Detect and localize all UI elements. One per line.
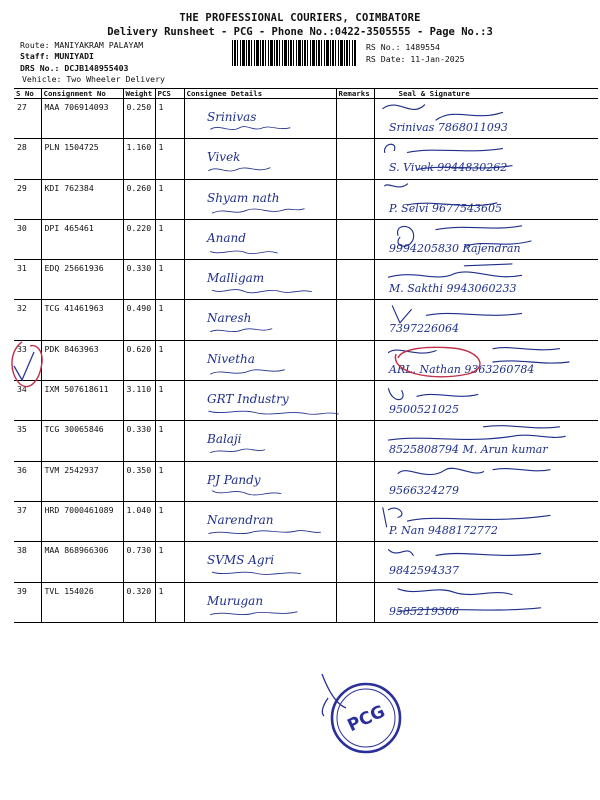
row-consignee (184, 340, 336, 380)
row-seal (374, 381, 598, 421)
row-consignee (184, 179, 336, 219)
consignee-stroke (208, 168, 269, 171)
signature-stroke (384, 145, 511, 170)
signature-handwriting (375, 220, 599, 259)
col-remarks: Remarks (336, 89, 374, 99)
row-weight: 3.110 (123, 381, 155, 421)
row-consignment: HRD 7000461089 (41, 501, 123, 541)
row-pcs: 1 (155, 542, 184, 582)
consignee-name: Malligam (206, 271, 264, 286)
row-pcs: 1 (155, 582, 184, 622)
signature-stroke (382, 508, 549, 527)
consignee-stroke (210, 449, 264, 453)
consignee-stroke (210, 251, 277, 254)
signature-handwriting (375, 99, 599, 138)
table-row (14, 582, 598, 622)
row-remarks (336, 381, 374, 421)
row-pcs: 1 (155, 381, 184, 421)
table-row (14, 340, 598, 380)
row-consignment: DPI 465461 (41, 219, 123, 259)
consignee-handwriting (185, 462, 336, 501)
row-remarks (336, 461, 374, 501)
consignee-handwriting (185, 583, 336, 622)
row-weight: 0.330 (123, 421, 155, 461)
row-sno: 36 (14, 461, 41, 501)
barcode (232, 40, 356, 66)
consignee-name: GRT Industry (206, 392, 289, 407)
row-remarks (336, 219, 374, 259)
table-row (14, 421, 598, 461)
signature-handwriting (375, 381, 599, 420)
row-weight: 0.250 (123, 99, 155, 139)
consignee-handwriting (185, 502, 336, 541)
row-consignee (184, 139, 336, 179)
row-sno: 30 (14, 219, 41, 259)
consignee-handwriting (185, 220, 336, 259)
row-consignee (184, 501, 336, 541)
row-sno: 29 (14, 179, 41, 219)
consignee-name: Balaji (206, 432, 242, 447)
signature-handwriting (375, 139, 599, 178)
consignee-stroke (212, 490, 280, 494)
table-row (14, 219, 598, 259)
table-row (14, 179, 598, 219)
row-sno: 34 (14, 381, 41, 421)
consignee-name: Naresh (206, 311, 251, 326)
consignee-handwriting (185, 260, 336, 299)
table-row (14, 542, 598, 582)
signature-handwriting (375, 421, 599, 460)
row-pcs: 1 (155, 340, 184, 380)
consignee-name: Nivetha (206, 351, 255, 366)
signature-text: P. Nan 9488172772 (388, 523, 498, 537)
row-remarks (336, 340, 374, 380)
consignee-name: Shyam nath (206, 190, 280, 205)
row-remarks (336, 421, 374, 461)
row-remarks (336, 260, 374, 300)
row-pcs: 1 (155, 300, 184, 340)
table-header-row (14, 89, 598, 99)
row-consignee (184, 381, 336, 421)
consignee-handwriting (185, 421, 336, 460)
row-consignee (184, 582, 336, 622)
row-consignee (184, 219, 336, 259)
row-seal (374, 582, 598, 622)
consignee-stroke (208, 530, 320, 533)
row-consignment: MAA 868966306 (41, 542, 123, 582)
table-row (14, 139, 598, 179)
col-pcs: PCS (155, 89, 184, 99)
row-seal (374, 340, 598, 380)
consignee-stroke (212, 290, 311, 293)
company-stamp (318, 668, 414, 764)
signature-stroke (392, 306, 521, 323)
signature-text: 7397226064 (388, 322, 459, 336)
signature-handwriting (375, 180, 599, 219)
row-weight: 0.330 (123, 260, 155, 300)
signature-handwriting (375, 462, 599, 501)
consignee-stroke (210, 370, 284, 374)
rs-number: RS No.: 1489554 (366, 42, 440, 52)
consignee-name: Vivek (206, 150, 240, 165)
row-remarks (336, 179, 374, 219)
consignee-handwriting (185, 300, 336, 339)
row-weight: 0.260 (123, 179, 155, 219)
signature-stroke (398, 468, 550, 474)
row-pcs: 1 (155, 421, 184, 461)
col-weight: Weight (123, 89, 155, 99)
signature-text: S. Vivek 9944830262 (388, 161, 507, 175)
consignee-handwriting (185, 381, 336, 420)
row-consignee (184, 99, 336, 139)
row-consignment: MAA 706914093 (41, 99, 123, 139)
col-sno: S No (14, 89, 41, 99)
row-consignee (184, 421, 336, 461)
row-remarks (336, 582, 374, 622)
table-row (14, 461, 598, 501)
signature-stroke (382, 105, 502, 120)
signature-handwriting (375, 502, 599, 541)
rs-date: RS Date: 11-Jan-2025 (366, 54, 465, 64)
consignee-handwriting (185, 542, 336, 581)
row-seal (374, 542, 598, 582)
row-sno: 27 (14, 99, 41, 139)
row-seal (374, 501, 598, 541)
consignee-stroke (208, 411, 338, 414)
row-consignee (184, 260, 336, 300)
row-pcs: 1 (155, 219, 184, 259)
signature-handwriting (375, 300, 599, 339)
consignee-name: Srinivas (206, 110, 256, 124)
consignee-stroke (212, 572, 300, 574)
staff-label: Staff: MUNIYADI (20, 51, 94, 61)
row-remarks (336, 139, 374, 179)
row-pcs: 1 (155, 139, 184, 179)
route-label: Route: MANIYAKRAM PALAYAM (20, 40, 144, 50)
signature-text: 9566324279 (388, 483, 459, 497)
consignee-name: Murugan (206, 593, 263, 608)
signature-text: P. Selvi 9677543605 (388, 201, 502, 215)
consignee-stroke (210, 329, 271, 332)
row-consignment: TVL 154026 (41, 582, 123, 622)
row-weight: 0.220 (123, 219, 155, 259)
row-pcs: 1 (155, 99, 184, 139)
company-title: THE PROFESSIONAL COURIERS, COIMBATORE (179, 12, 421, 24)
signature-stroke (398, 588, 541, 611)
row-seal (374, 139, 598, 179)
row-weight: 0.320 (123, 582, 155, 622)
table-row (14, 300, 598, 340)
row-consignment: EDQ 25661936 (41, 260, 123, 300)
row-consignee (184, 542, 336, 582)
table-row (14, 501, 598, 541)
signature-stroke (388, 264, 521, 277)
row-pcs: 1 (155, 179, 184, 219)
signature-stroke (388, 389, 477, 400)
col-consignment: Consignment No (41, 89, 123, 99)
row-seal (374, 300, 598, 340)
row-consignment: PDK 8463963 (41, 340, 123, 380)
consignee-handwriting (185, 341, 336, 380)
signature-stroke (384, 183, 496, 205)
row-weight: 0.730 (123, 542, 155, 582)
row-seal (374, 219, 598, 259)
consignee-name: Narendran (206, 512, 274, 527)
signature-text: 9585219306 (388, 604, 459, 618)
row-sno: 35 (14, 421, 41, 461)
signature-text: 9842594337 (388, 564, 459, 578)
table-row (14, 99, 598, 139)
row-seal (374, 179, 598, 219)
runsheet-subtitle: Delivery Runsheet - PCG - Phone No.:0422-3505555 - Page No.:3 (107, 26, 493, 38)
signature-handwriting (375, 260, 599, 299)
signature-text: 8525808794 M. Arun kumar (388, 443, 548, 457)
vehicle-label: Vehicle: Two Wheeler Delivery (22, 74, 165, 84)
signature-handwriting (375, 341, 599, 380)
signature-text: Srinivas 7868011093 (388, 121, 508, 134)
consignee-handwriting (185, 99, 336, 138)
row-pcs: 1 (155, 501, 184, 541)
signature-stroke (388, 347, 569, 362)
row-weight: 1.040 (123, 501, 155, 541)
row-seal (374, 461, 598, 501)
row-consignee (184, 461, 336, 501)
consignee-stroke (210, 127, 289, 130)
row-weight: 0.490 (123, 300, 155, 340)
row-weight: 1.160 (123, 139, 155, 179)
row-remarks (336, 99, 374, 139)
row-sno: 28 (14, 139, 41, 179)
consignee-name: Anand (206, 230, 246, 245)
row-remarks (336, 300, 374, 340)
signature-text: 9500521025 (388, 403, 459, 417)
table-row (14, 381, 598, 421)
signature-handwriting (375, 583, 599, 622)
consignee-name: SVMS Agri (206, 553, 274, 568)
consignee-handwriting (185, 180, 336, 219)
row-seal (374, 260, 598, 300)
row-sno: 37 (14, 501, 41, 541)
row-consignment: TCG 30065846 (41, 421, 123, 461)
row-seal (374, 421, 598, 461)
row-sno: 31 (14, 260, 41, 300)
row-sno: 38 (14, 542, 41, 582)
table-row (14, 260, 598, 300)
row-remarks (336, 542, 374, 582)
signature-stroke (388, 550, 540, 556)
drs-label: DRS No.: DCJB148955403 (20, 63, 129, 73)
row-remarks (336, 501, 374, 541)
row-sno: 33 (14, 340, 41, 380)
consignee-stroke (212, 208, 304, 212)
row-consignment: PLN 1504725 (41, 139, 123, 179)
signature-text: M. Sakthi 9943060233 (388, 282, 517, 296)
consignee-stroke (210, 611, 296, 614)
col-consignee: Consignee Details (184, 89, 336, 99)
row-seal (374, 99, 598, 139)
row-weight: 0.620 (123, 340, 155, 380)
signature-text: 9994205830 Rajendran (388, 241, 521, 255)
row-sno: 32 (14, 300, 41, 340)
consignee-name: PJ Pandy (206, 472, 261, 487)
stamp-text: PCG (344, 701, 389, 737)
signature-stroke (397, 226, 530, 247)
row-consignment: TCG 41461963 (41, 300, 123, 340)
row-sno: 39 (14, 582, 41, 622)
signature-text: ARL. Nathan 9363260784 (388, 362, 534, 376)
row-consignment: IXM 507618611 (41, 381, 123, 421)
col-seal: Seal & Signature (374, 89, 598, 99)
consignee-handwriting (185, 139, 336, 178)
runsheet-table (14, 88, 598, 623)
row-pcs: 1 (155, 260, 184, 300)
row-consignment: KDI 762384 (41, 179, 123, 219)
row-pcs: 1 (155, 461, 184, 501)
signature-handwriting (375, 542, 599, 581)
row-weight: 0.350 (123, 461, 155, 501)
row-consignment: TVM 2542937 (41, 461, 123, 501)
signature-stroke (388, 426, 565, 440)
row-consignee (184, 300, 336, 340)
